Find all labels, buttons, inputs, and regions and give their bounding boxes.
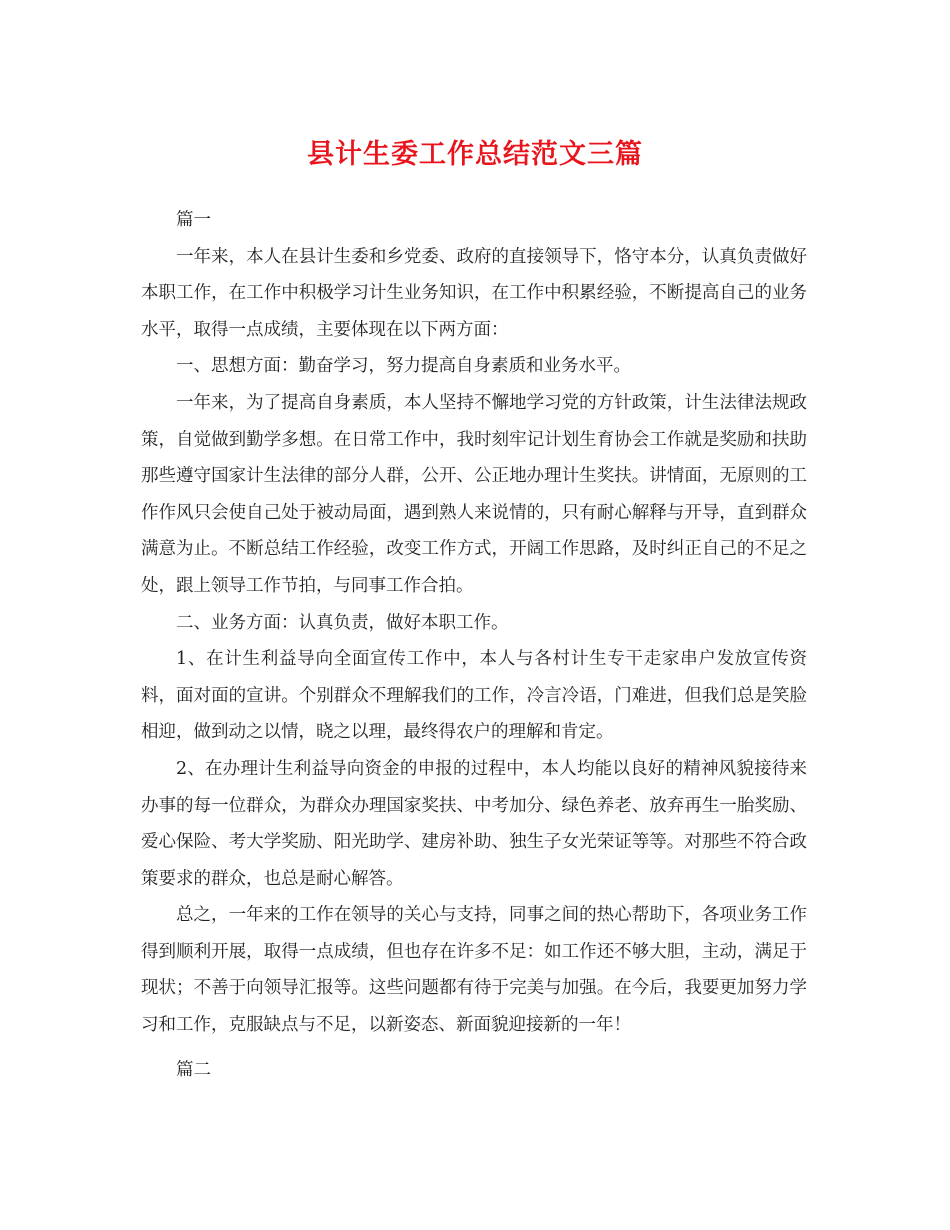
paragraph-gap [141, 1044, 807, 1052]
paragraph: 1、在计生利益导向全面宣传工作中，本人与各村计生专干走家串户发放宣传资料，面对面的宣讲。个别群众不理解我们的工作，冷言冷语，门难进，但我们总是笑脸相迎，做到动之以情，晓之以理，最终得农户的理解和肯定。 [141, 649, 807, 743]
paragraph: 总之，一年来的工作在领导的关心与支持，同事之间的热心帮助下，各项业务工作得到顺利开展，取得一点成绩，但也存在许多不足：如工作还不够大胆，主动，满足于现状；不善于向领导汇报等。这些问题都有待于完美与加强。在今后，我要更加努力学习和工作，克服缺点与不足，以新姿态、新面貌迎接新的一年！ [141, 905, 807, 1036]
section-heading-2: 篇二 [176, 1059, 211, 1080]
subheading-business: 二、业务方面：认真负责，做好本职工作。 [176, 612, 509, 633]
paragraph: 一年来，本人在县计生委和乡党委、政府的直接领导下，恪守本分，认真负责做好本职工作，在工作中积极学习计生业务知识，在工作中积累经验，不断提高自己的业务水平，取得一点成绩，主要体现在以下两方面： [141, 246, 807, 340]
subheading-thought: 一、思想方面：勤奋学习，努力提高自身素质和业务水平。 [176, 356, 631, 377]
document-title: 县计生委工作总结范文三篇 [307, 139, 643, 170]
section-heading-1: 篇一 [176, 210, 211, 230]
document-body [141, 202, 807, 1088]
paragraph: 2、在办理计生利益导向资金的申报的过程中，本人均能以良好的精神风貌接待来办事的每一位群众，为群众办理国家奖扶、中考加分、绿色养老、放弃再生一胎奖励、爱心保险、考大学奖励、阳光助学、建房补助、独生子女光荣证等等。对那些不符合政策要求的群众，也总是耐心解答。 [141, 758, 807, 889]
paragraph: 一年来，为了提高自身素质，本人坚持不懈地学习党的方针政策，计生法律法规政策，自觉做到勤学多想。在日常工作中，我时刻牢记计划生育协会工作就是奖励和扶助那些遵守国家计生法律的部分人群，公开、公正地办理计生奖扶。讲情面，无原则的工作作风只会使自己处于被动局面，遇到熟人来说情的，只有耐心解释与开导，直到群众满意为止。不断总结工作经验，改变工作方式，开阔工作思路，及时纠正自己的不足之处，跟上领导工作节拍，与同事工作合拍。 [141, 392, 807, 596]
